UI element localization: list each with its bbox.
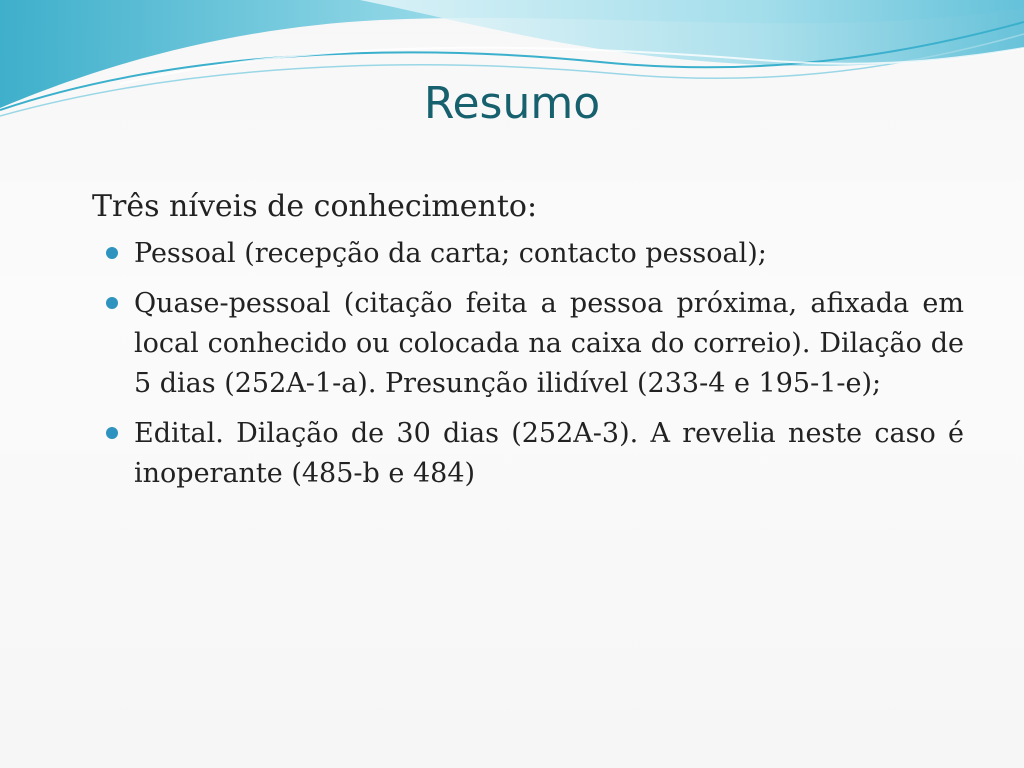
bullet-text: Quase-pessoal (citação feita a pessoa próxima, afixada em local conhecido ou colocada na caixa do correio). Dilação de 5 dias (252A-1-a). Presunção ilidível (233-4 e 195-1-e); <box>134 288 964 399</box>
bullet-dot-icon <box>106 427 118 439</box>
slide-content <box>92 186 964 504</box>
slide-title: Resumo <box>423 78 601 129</box>
lead-text: Três níveis de conhecimento: <box>92 189 538 224</box>
bullet-text: Edital. Dilação de 30 dias (252A-3). A revelia neste caso é inoperante (485-b e 484) <box>134 418 964 489</box>
bullet-list <box>92 234 964 494</box>
bullet-text: Pessoal (recepção da carta; contacto pessoal); <box>134 238 767 269</box>
bullet-item <box>92 284 964 404</box>
bullet-item <box>92 234 964 274</box>
bullet-dot-icon <box>106 247 118 259</box>
bullet-item <box>92 414 964 494</box>
bullet-dot-icon <box>106 297 118 309</box>
